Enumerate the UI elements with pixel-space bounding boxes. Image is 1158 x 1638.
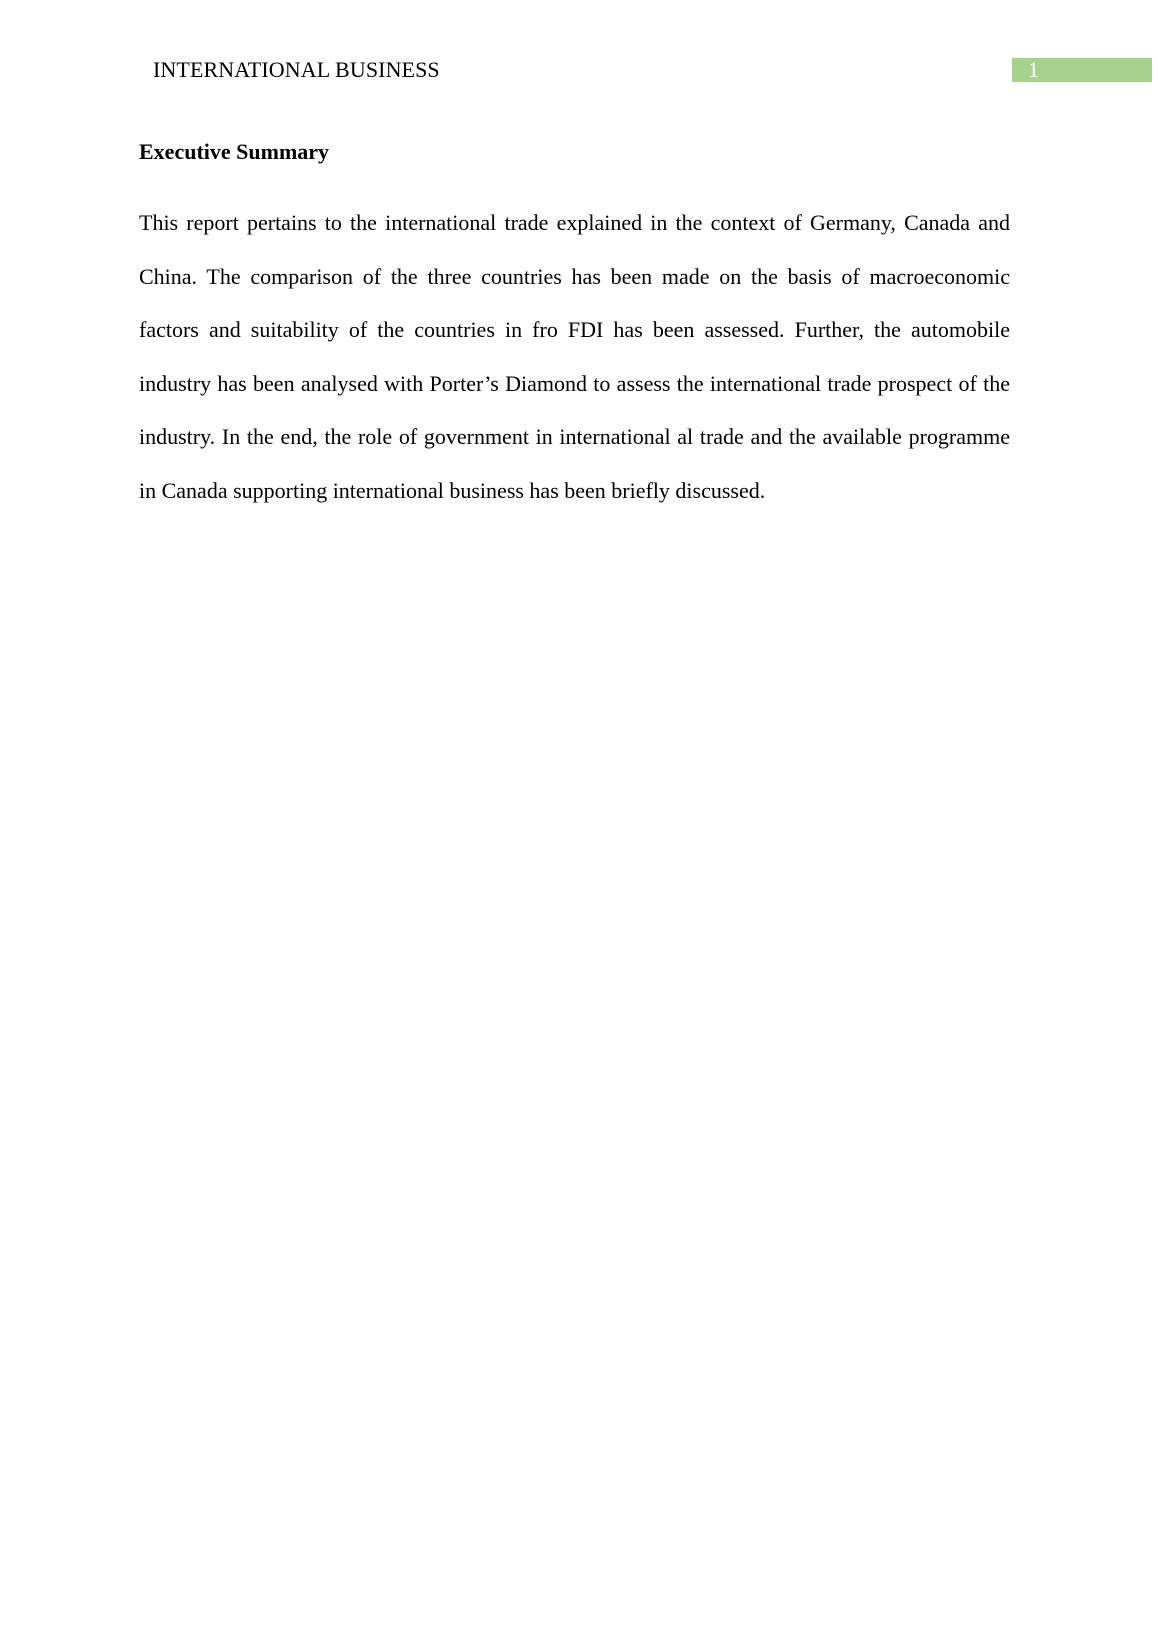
running-head: INTERNATIONAL BUSINESS xyxy=(153,57,440,82)
page-number: 1 xyxy=(1028,57,1039,82)
summary-paragraph: This report pertains to the international trade explained in the context of Germany, Canada and China. The comparison of the three countries has been made on the basis of macroeconomic factors and suitability of the countries in fro FDI has been assessed. Further, the automobile industry has been analysed with Porter’s Diamond to assess the international trade prospect of the industry. In the end, the role of government in international al trade and the available programme in Canada supporting international business has been briefly discussed. xyxy=(139,210,1010,503)
section-heading: Executive Summary xyxy=(139,139,330,164)
page-number-badge xyxy=(1012,58,1152,82)
